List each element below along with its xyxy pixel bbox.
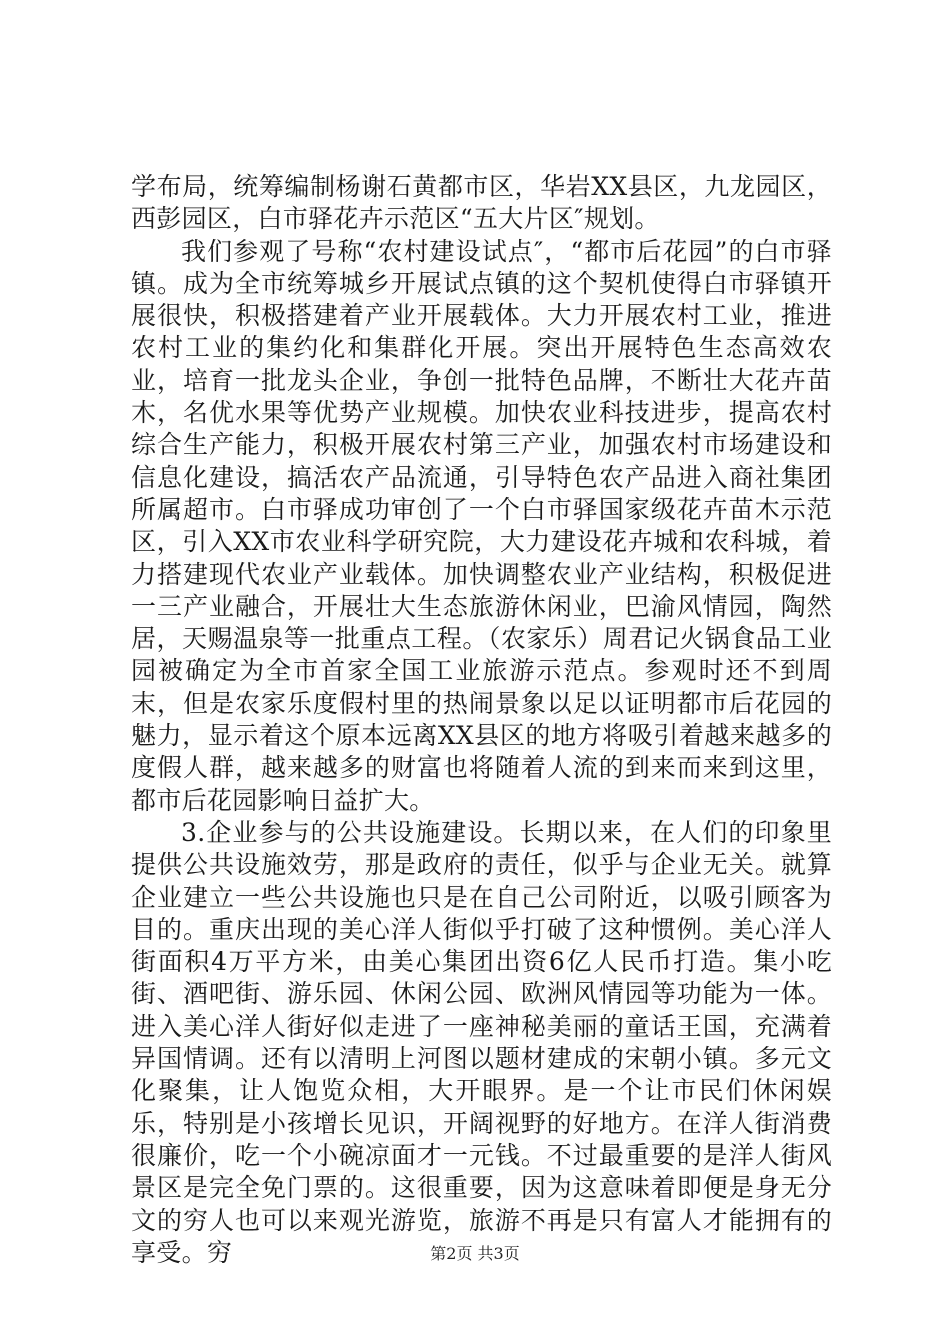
paragraph-continuation: 学布局，统筹编制杨谢石黄都市区，华岩XX县区，九龙园区，西彭园区，白市驿花卉示范区“五大片区″规划。 bbox=[131, 172, 832, 234]
paragraph-baishiyi-town: 我们参观了号称“农村建设试点″，“都市后花园”的白市驿镇。成为全市统筹城乡开展试点镇的这个契机使得白市驿镇开展很快，积极搭建着产业开展载体。大力开展农村工业，推进农村工业的集约化和集群化开展。突出开展特色生态高效农业，培育一批龙头企业，争创一批特色品牌，不断壮大花卉苗木，名优水果等优势产业规模。加快农业科技进步，提高农村综合生产能力，积极开展农村第三产业，加强农村市场建设和信息化建设，搞活农产品流通，引导特色农产品进入商社集团所属超市。白市驿成功审创了一个白市驿国家级花卉苗木示范区，引入XX市农业科学研究院，大力建设花卉城和农科城，着力搭建现代农业产业载体。加快调整农业产业结构，积极促进一三产业融合，开展壮大生态旅游休闲业，巴渝风情园，陶然居，天赐温泉等一批重点工程。（农家乐）周君记火锅食品工业园被确定为全市首家全国工业旅游示范点。参观时还不到周末，但是农家乐度假村里的热闹景象以足以证明都市后花园的魅力，显示着这个原本远离XX县区的地方将吸引着越来越多的度假人群，越来越多的财富也将随着人流的到来而来到这里，都市后花园影响日益扩大。 bbox=[131, 236, 832, 815]
page-number: 第2页 共3页 bbox=[430, 1244, 520, 1263]
page-footer bbox=[0, 1244, 950, 1264]
document-body bbox=[131, 171, 832, 1269]
paragraph-public-facilities: 3.企业参与的公共设施建设。长期以来，在人们的印象里提供公共设施效劳，那是政府的责任，似乎与企业无关。就算企业建立一些公共设施也只是在自己公司附近，以吸引顾客为目的。重庆出现的美心洋人街似乎打破了这种惯例。美心洋人街面积4万平方米，由美心集团出资6亿人民币打造。集小吃街、酒吧街、游乐园、休闲公园、欧洲风情园等功能为一体。进入美心洋人街好似走进了一座神秘美丽的童话王国，充满着异国情调。还有以清明上河图以题材建成的宋朝小镇。多元文化聚集，让人饱览众相，大开眼界。是一个让市民们休闲娱乐，特别是小孩增长见识，开阔视野的好地方。在洋人街消费很廉价，吃一个小碗凉面才一元钱。不过最重要的是洋人街风景区是完全免门票的。这很重要，因为这意味着即便是身无分文的穷人也可以来观光游览，旅游不再是只有富人才能拥有的享受。穷 bbox=[131, 817, 832, 1267]
